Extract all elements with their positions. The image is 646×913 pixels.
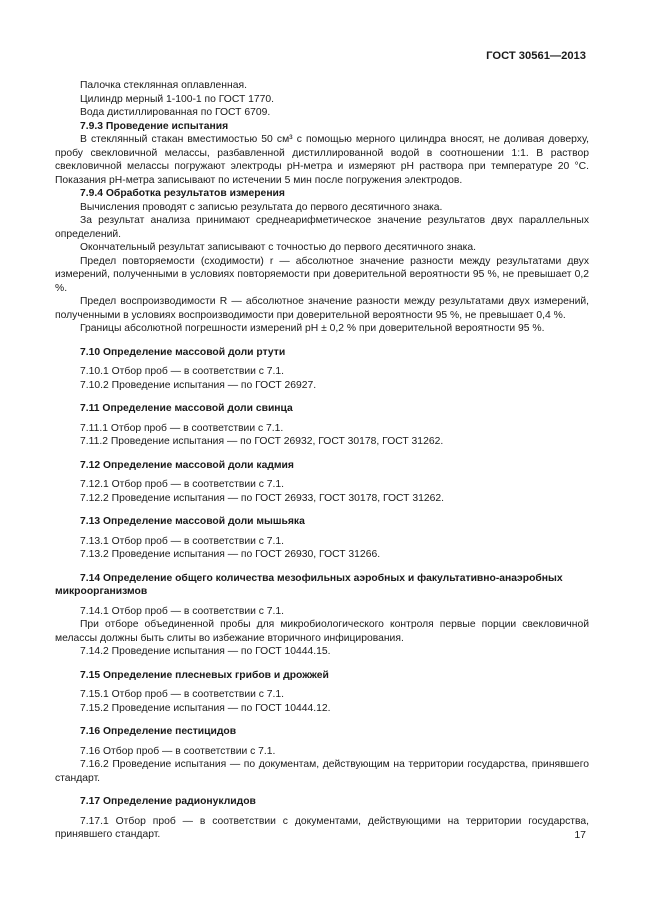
subsection-heading: 7.9.4 Обработка результатов измерения <box>80 188 285 199</box>
document-body <box>55 79 589 842</box>
section-gap <box>55 785 589 795</box>
paragraph: 7.17.1 Отбор проб — в соответствии с документами, действующими на территории государства, принявшего стандарт. <box>55 815 589 840</box>
section-heading: 7.16 Определение пестицидов <box>80 726 237 737</box>
paragraph: 7.10.2 Проведение испытания — по ГОСТ 26927. <box>80 379 317 391</box>
paragraph: За результат анализа принимают среднеарифметическое значение результатов двух параллельных определений. <box>55 215 589 240</box>
paragraph: 7.13.2 Проведение испытания — по ГОСТ 26930, ГОСТ 31266. <box>80 549 381 560</box>
paragraph: Цилиндр мерный 1-100-1 по ГОСТ 1770. <box>80 93 275 105</box>
paragraph: 7.10.1 Отбор проб — в соответствии с 7.1. <box>80 366 285 377</box>
section-gap <box>55 562 589 572</box>
subsection-heading: 7.9.3 Проведение испытания <box>80 120 229 132</box>
paragraph: Вода дистиллированная по ГОСТ 6709. <box>80 107 271 118</box>
paragraph: Вычисления проводят с записью результата до первого десятичного знака. <box>80 201 443 213</box>
paragraph: Окончательный результат записывают с точностью до первого десятичного знака. <box>80 242 477 253</box>
section-heading: 7.13 Определение массовой доли мышьяка <box>80 516 305 527</box>
paragraph: 7.14.1 Отбор проб — в соответствии с 7.1. <box>80 605 285 617</box>
section-gap <box>55 715 589 725</box>
paragraph: Предел повторяемости (сходимости) r — абсолютное значение разности между результатами двух измерений, полученными в условиях повторяемости при доверительной вероятности 95 %, не превышает 0,2 %. <box>55 255 589 294</box>
page-number: 17 <box>574 829 586 841</box>
section-heading: 7.10 Определение массовой доли ртути <box>80 346 286 358</box>
document-header: ГОСТ 30561—2013 <box>486 50 586 62</box>
paragraph: Предел воспроизводимости R — абсолютное значение разности между результатами двух измерений, полученными в условиях воспроизводимости при доверительной вероятности 95 %, не превышает 0,4 %. <box>55 296 589 321</box>
paragraph: 7.13.1 Отбор проб — в соответствии с 7.1. <box>80 535 285 547</box>
paragraph: В стеклянный стакан вместимостью 50 см³ с помощью мерного цилиндра вносят, не доливая доверху, пробу свекловичной мелассы, разбавленной дистиллированной водой в соотношении 1:1. В раствор свекловичной мелассы погружают электроды pH-метра и измеряют pH раствора при температуре 20 °С. Показания pH-метра записывают по истечении 5 мин после погружения электродов. <box>55 134 589 186</box>
paragraph: 7.12.2 Проведение испытания — по ГОСТ 26933, ГОСТ 30178, ГОСТ 31262. <box>80 492 444 504</box>
paragraph: 7.15.1 Отбор проб — в соответствии с 7.1. <box>80 689 285 700</box>
section-gap <box>55 659 589 669</box>
paragraph: Границы абсолютной погрешности измерений pH ± 0,2 % при доверительной вероятности 95 %. <box>80 323 545 334</box>
paragraph: 7.16.2 Проведение испытания — по документам, действующим на территории государства, принявшего стандарт. <box>55 759 589 784</box>
section-gap <box>55 392 589 402</box>
section-gap <box>55 505 589 515</box>
section-heading: 7.14 Определение общего количества мезофильных аэробных и факультативно-анаэробных микроорганизмов <box>55 572 563 597</box>
section-heading: 7.12 Определение массовой доли кадмия <box>80 459 294 471</box>
paragraph: 7.12.1 Отбор проб — в соответствии с 7.1. <box>80 479 285 490</box>
paragraph: Палочка стеклянная оплавленная. <box>80 80 247 91</box>
paragraph: 7.11.2 Проведение испытания — по ГОСТ 26932, ГОСТ 30178, ГОСТ 31262. <box>80 436 444 447</box>
section-heading: 7.15 Определение плесневых грибов и дрожжей <box>80 669 329 681</box>
paragraph: 7.14.2 Проведение испытания — по ГОСТ 10444.15. <box>80 646 331 657</box>
paragraph: При отборе объединенной пробы для микробиологического контроля первые порции свекловичной мелассы должны быть слиты во избежание вторичного инфицирования. <box>55 619 589 644</box>
section-heading: 7.11 Определение массовой доли свинца <box>80 403 293 414</box>
paragraph: 7.15.2 Проведение испытания — по ГОСТ 10444.12. <box>80 702 331 714</box>
paragraph: 7.16 Отбор проб — в соответствии с 7.1. <box>80 745 276 757</box>
section-gap <box>55 449 589 459</box>
section-heading: 7.17 Определение радионуклидов <box>80 796 256 807</box>
paragraph: 7.11.1 Отбор проб — в соответствии с 7.1. <box>80 422 284 434</box>
section-gap <box>55 336 589 346</box>
